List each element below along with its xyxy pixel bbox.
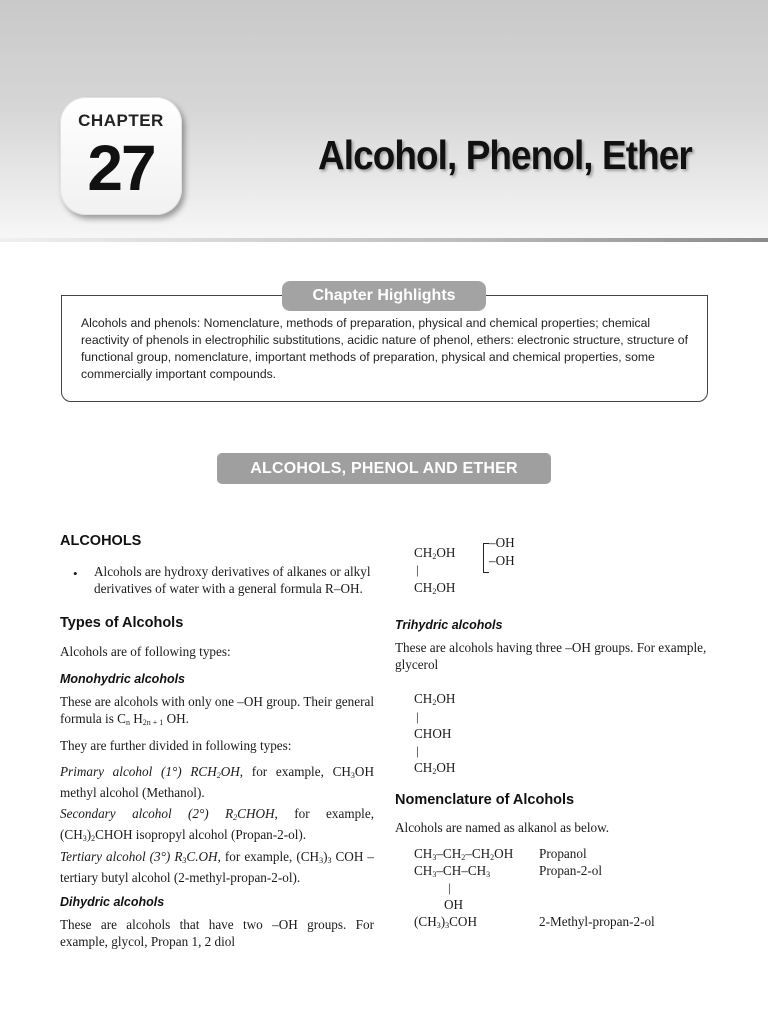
chapter-badge bbox=[60, 97, 182, 215]
propan-2-ol-bond: | bbox=[448, 880, 451, 895]
bullet-icon: • bbox=[73, 566, 78, 581]
chapter-number: 27 bbox=[87, 132, 155, 204]
glycol-bottom: $CH_2OH$ bbox=[414, 580, 456, 596]
chapter-highlights-heading: Chapter Highlights bbox=[282, 281, 486, 311]
glycol-oh-1: –OH bbox=[489, 535, 515, 550]
dihydric-text: These are alcohols that have two –OH groups. For example, glycol, Propan 1, 2 diol bbox=[60, 917, 374, 949]
glycerol-bond-1: | bbox=[416, 709, 419, 724]
propanol-name: Propanol bbox=[539, 846, 587, 861]
methyl-propanol-name: 2-Methyl-propan-2-ol bbox=[539, 914, 655, 929]
methyl-propanol-formula: $(CH_3)_3COH$ bbox=[414, 914, 477, 930]
chapter-highlights-text: Alcohols and phenols: Nomenclature, methods of preparation, physical and chemical properties; chemical reactivity of phenols in electrophilic substitutions, acidic nature of phenol, ethers: electronic structure, structure of functional group, nomenclature, important methods of preparation, physical and chemical properties, some commercially important compounds. bbox=[81, 316, 688, 381]
propan-2-ol-name: Propan-2-ol bbox=[539, 863, 602, 878]
glycerol-line-2: CHOH bbox=[414, 726, 452, 741]
further-divided-text: They are further divided in following types: bbox=[60, 738, 292, 753]
propanol-formula: $CH_3-CH_2-CH_2OH$ bbox=[414, 846, 514, 862]
glycol-bond: | bbox=[416, 562, 419, 577]
secondary-alcohol-text: Secondary alcohol (2°) $R_2CHOH$, for example, $(CH_3)_2CHOH$ isopropyl alcohol (Propan-2-ol). bbox=[60, 806, 374, 843]
glycol-top: $CH_2OH$ bbox=[414, 545, 456, 561]
types-intro: Alcohols are of following types: bbox=[60, 644, 231, 659]
tertiary-alcohol-text: Tertiary alcohol (3°) $R_3C.OH$, for example, $(CH_3)_3$ COH –tertiary butyl alcohol (2-methyl-propan-2-ol). bbox=[60, 849, 374, 885]
monohydric-text: These are alcohols with only one –OH group. Their general formula is $C_n$ $H_{2n + 1}$ OH. bbox=[60, 694, 374, 727]
nomenclature-heading: Nomenclature of Alcohols bbox=[395, 792, 575, 808]
types-heading: Types of Alcohols bbox=[60, 615, 184, 631]
dihydric-heading: Dihydric alcohols bbox=[60, 895, 165, 909]
header-divider bbox=[0, 238, 768, 242]
alcohols-heading: ALCOHOLS bbox=[60, 533, 142, 549]
propan-2-ol-formula: $CH_3-CH-CH_3$ bbox=[414, 863, 491, 879]
section-banner: ALCOHOLS, PHENOL AND ETHER bbox=[217, 453, 551, 484]
primary-alcohol-text: Primary alcohol (1°) $RCH_2OH$, for example, $CH_3OH$ methyl alcohol (Methanol). bbox=[60, 764, 374, 800]
propan-2-ol-oh: OH bbox=[444, 897, 464, 912]
glycerol-bond-2: | bbox=[416, 743, 419, 758]
chapter-label: CHAPTER bbox=[78, 111, 164, 130]
glycol-oh-2: –OH bbox=[489, 553, 515, 568]
glycerol-line-3: $CH_2OH$ bbox=[414, 760, 456, 776]
nomenclature-intro: Alcohols are named as alkanol as below. bbox=[395, 820, 610, 835]
glycerol-line-1: $CH_2OH$ bbox=[414, 691, 456, 707]
alcohols-definition: Alcohols are hydroxy derivatives of alkanes or alkyl derivatives of water with a general formula R–OH. bbox=[94, 564, 371, 596]
monohydric-heading: Monohydric alcohols bbox=[60, 672, 186, 686]
trihydric-heading: Trihydric alcohols bbox=[395, 618, 503, 632]
trihydric-text: These are alcohols having three –OH groups. For example, glycerol bbox=[395, 640, 707, 672]
chapter-title: Alcohol, Phenol, Ether bbox=[318, 132, 692, 178]
